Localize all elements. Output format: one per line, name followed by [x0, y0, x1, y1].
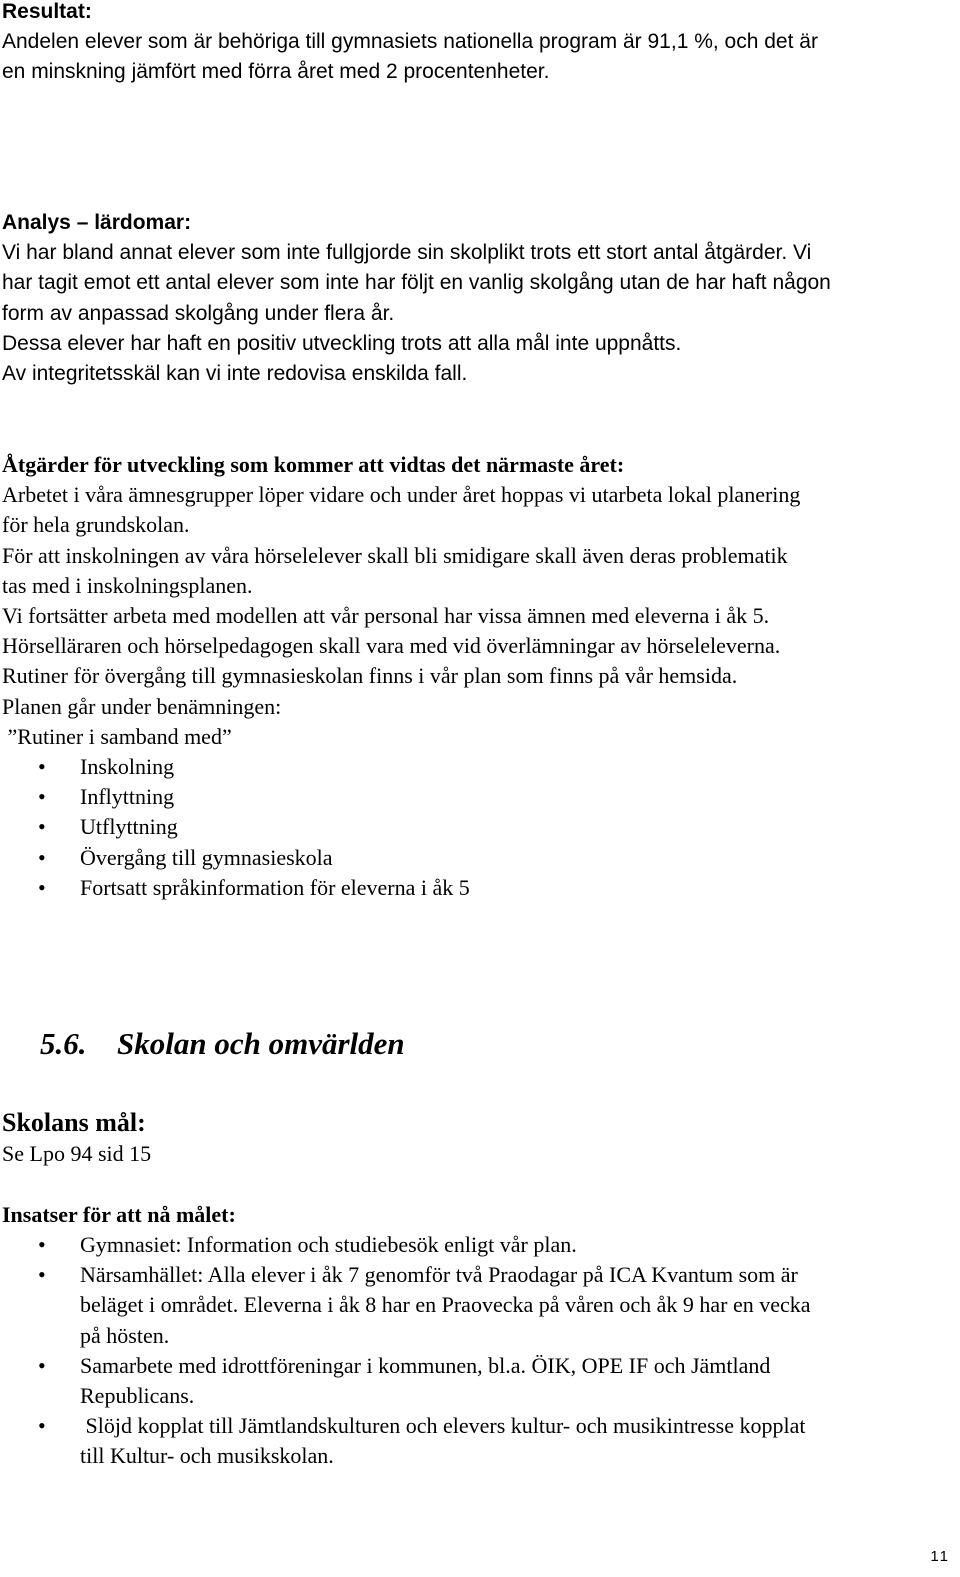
- analys-section: [2, 208, 957, 389]
- atgarder-section: [2, 450, 957, 752]
- list-item-line: till Kultur- och musikskolan.: [80, 1443, 334, 1469]
- resultat-line: Andelen elever som är behöriga till gymnasiets nationella program är 91,1 %, och det är: [2, 30, 818, 54]
- routines-list: [0, 752, 955, 903]
- list-item-line: • Samarbete med idrottföreningar i kommunen, bl.a. ÖIK, OPE IF och Jämtland: [80, 1352, 771, 1378]
- skolans-mal-section: [2, 1139, 957, 1169]
- section-number: 5.6.: [40, 1026, 87, 1061]
- atgarder-line: Planen går under benämningen:: [2, 693, 282, 719]
- analys-line: har tagit emot ett antal elever som inte har följt en vanlig skolgång utan de har haft någon: [2, 271, 831, 295]
- resultat-section: [2, 0, 957, 88]
- page-number: 11: [930, 1548, 950, 1565]
- analys-heading: Analys – lärdomar:: [2, 211, 192, 234]
- analys-line: form av anpassad skolgång under flera år.: [2, 301, 395, 325]
- atgarder-line: Vi fortsätter arbeta med modellen att vår personal har vissa ämnen med eleverna i åk 5.: [2, 603, 770, 629]
- list-item-line: • Närsamhället: Alla elever i åk 7 genomför två Praodagar på ICA Kvantum som är: [80, 1262, 798, 1288]
- insatser-heading: Insatser för att nå målet:: [2, 1202, 236, 1227]
- atgarder-line: För att inskolningen av våra hörselelever skall bli smidigare skall även deras problematik: [2, 542, 788, 568]
- list-item: [0, 1351, 955, 1411]
- section-title: Skolan och omvärlden: [117, 1026, 405, 1061]
- skolans-mal-text: Se Lpo 94 sid 15: [2, 1141, 152, 1166]
- atgarder-line: Arbetet i våra ämnesgrupper löper vidare och under året hoppas vi utarbeta lokal planering: [2, 482, 801, 508]
- list-item: • Inskolning: [0, 752, 955, 782]
- list-item: • Fortsatt språkinformation för eleverna i åk 5: [0, 873, 955, 903]
- atgarder-line: Rutiner för övergång till gymnasieskolan finns i vår plan som finns på vår hemsida.: [2, 663, 738, 689]
- resultat-heading: Resultat:: [2, 0, 92, 23]
- insatser-section: [2, 1200, 957, 1230]
- list-item-line: • Gymnasiet: Information och studiebesök enligt vår plan.: [80, 1232, 577, 1257]
- atgarder-line: tas med i inskolningsplanen.: [2, 572, 253, 598]
- skolans-mal-heading: Skolans mål:: [2, 1108, 146, 1137]
- insatser-list: [0, 1230, 955, 1472]
- list-item-line: beläget i området. Eleverna i åk 8 har en Praovecka på våren och åk 9 har en vecka: [80, 1292, 811, 1318]
- list-item: • Utflyttning: [0, 812, 955, 842]
- list-item-line: Republicans.: [80, 1383, 195, 1409]
- atgarder-heading: Åtgärder för utveckling som kommer att vidtas det närmaste året:: [2, 452, 625, 477]
- atgarder-line: Hörselläraren och hörselpedagogen skall vara med vid överlämningar av hörseleleverna.: [2, 633, 781, 659]
- analys-line: Dessa elever har haft en positiv utveckling trots att alla mål inte uppnåtts.: [2, 331, 682, 355]
- analys-line: Av integritetsskäl kan vi inte redovisa enskilda fall.: [2, 362, 468, 386]
- list-item: • Övergång till gymnasieskola: [0, 843, 955, 873]
- list-item-line: på hösten.: [80, 1322, 170, 1348]
- list-item-line: • Slöjd kopplat till Jämtlandskulturen och elevers kultur- och musikintresse kopplat: [80, 1413, 806, 1439]
- list-item: [0, 1260, 955, 1351]
- list-item: [0, 1230, 955, 1260]
- list-item: • Inflyttning: [0, 782, 955, 812]
- resultat-line: en minskning jämfört med förra året med 2 procentenheter.: [2, 60, 550, 84]
- analys-line: Vi har bland annat elever som inte fullgjorde sin skolplikt trots ett stort antal åtgärder. Vi: [2, 241, 812, 265]
- list-item: [0, 1411, 955, 1471]
- atgarder-line: ”Rutiner i samband med”: [2, 723, 232, 749]
- atgarder-line: för hela grundskolan.: [2, 512, 190, 538]
